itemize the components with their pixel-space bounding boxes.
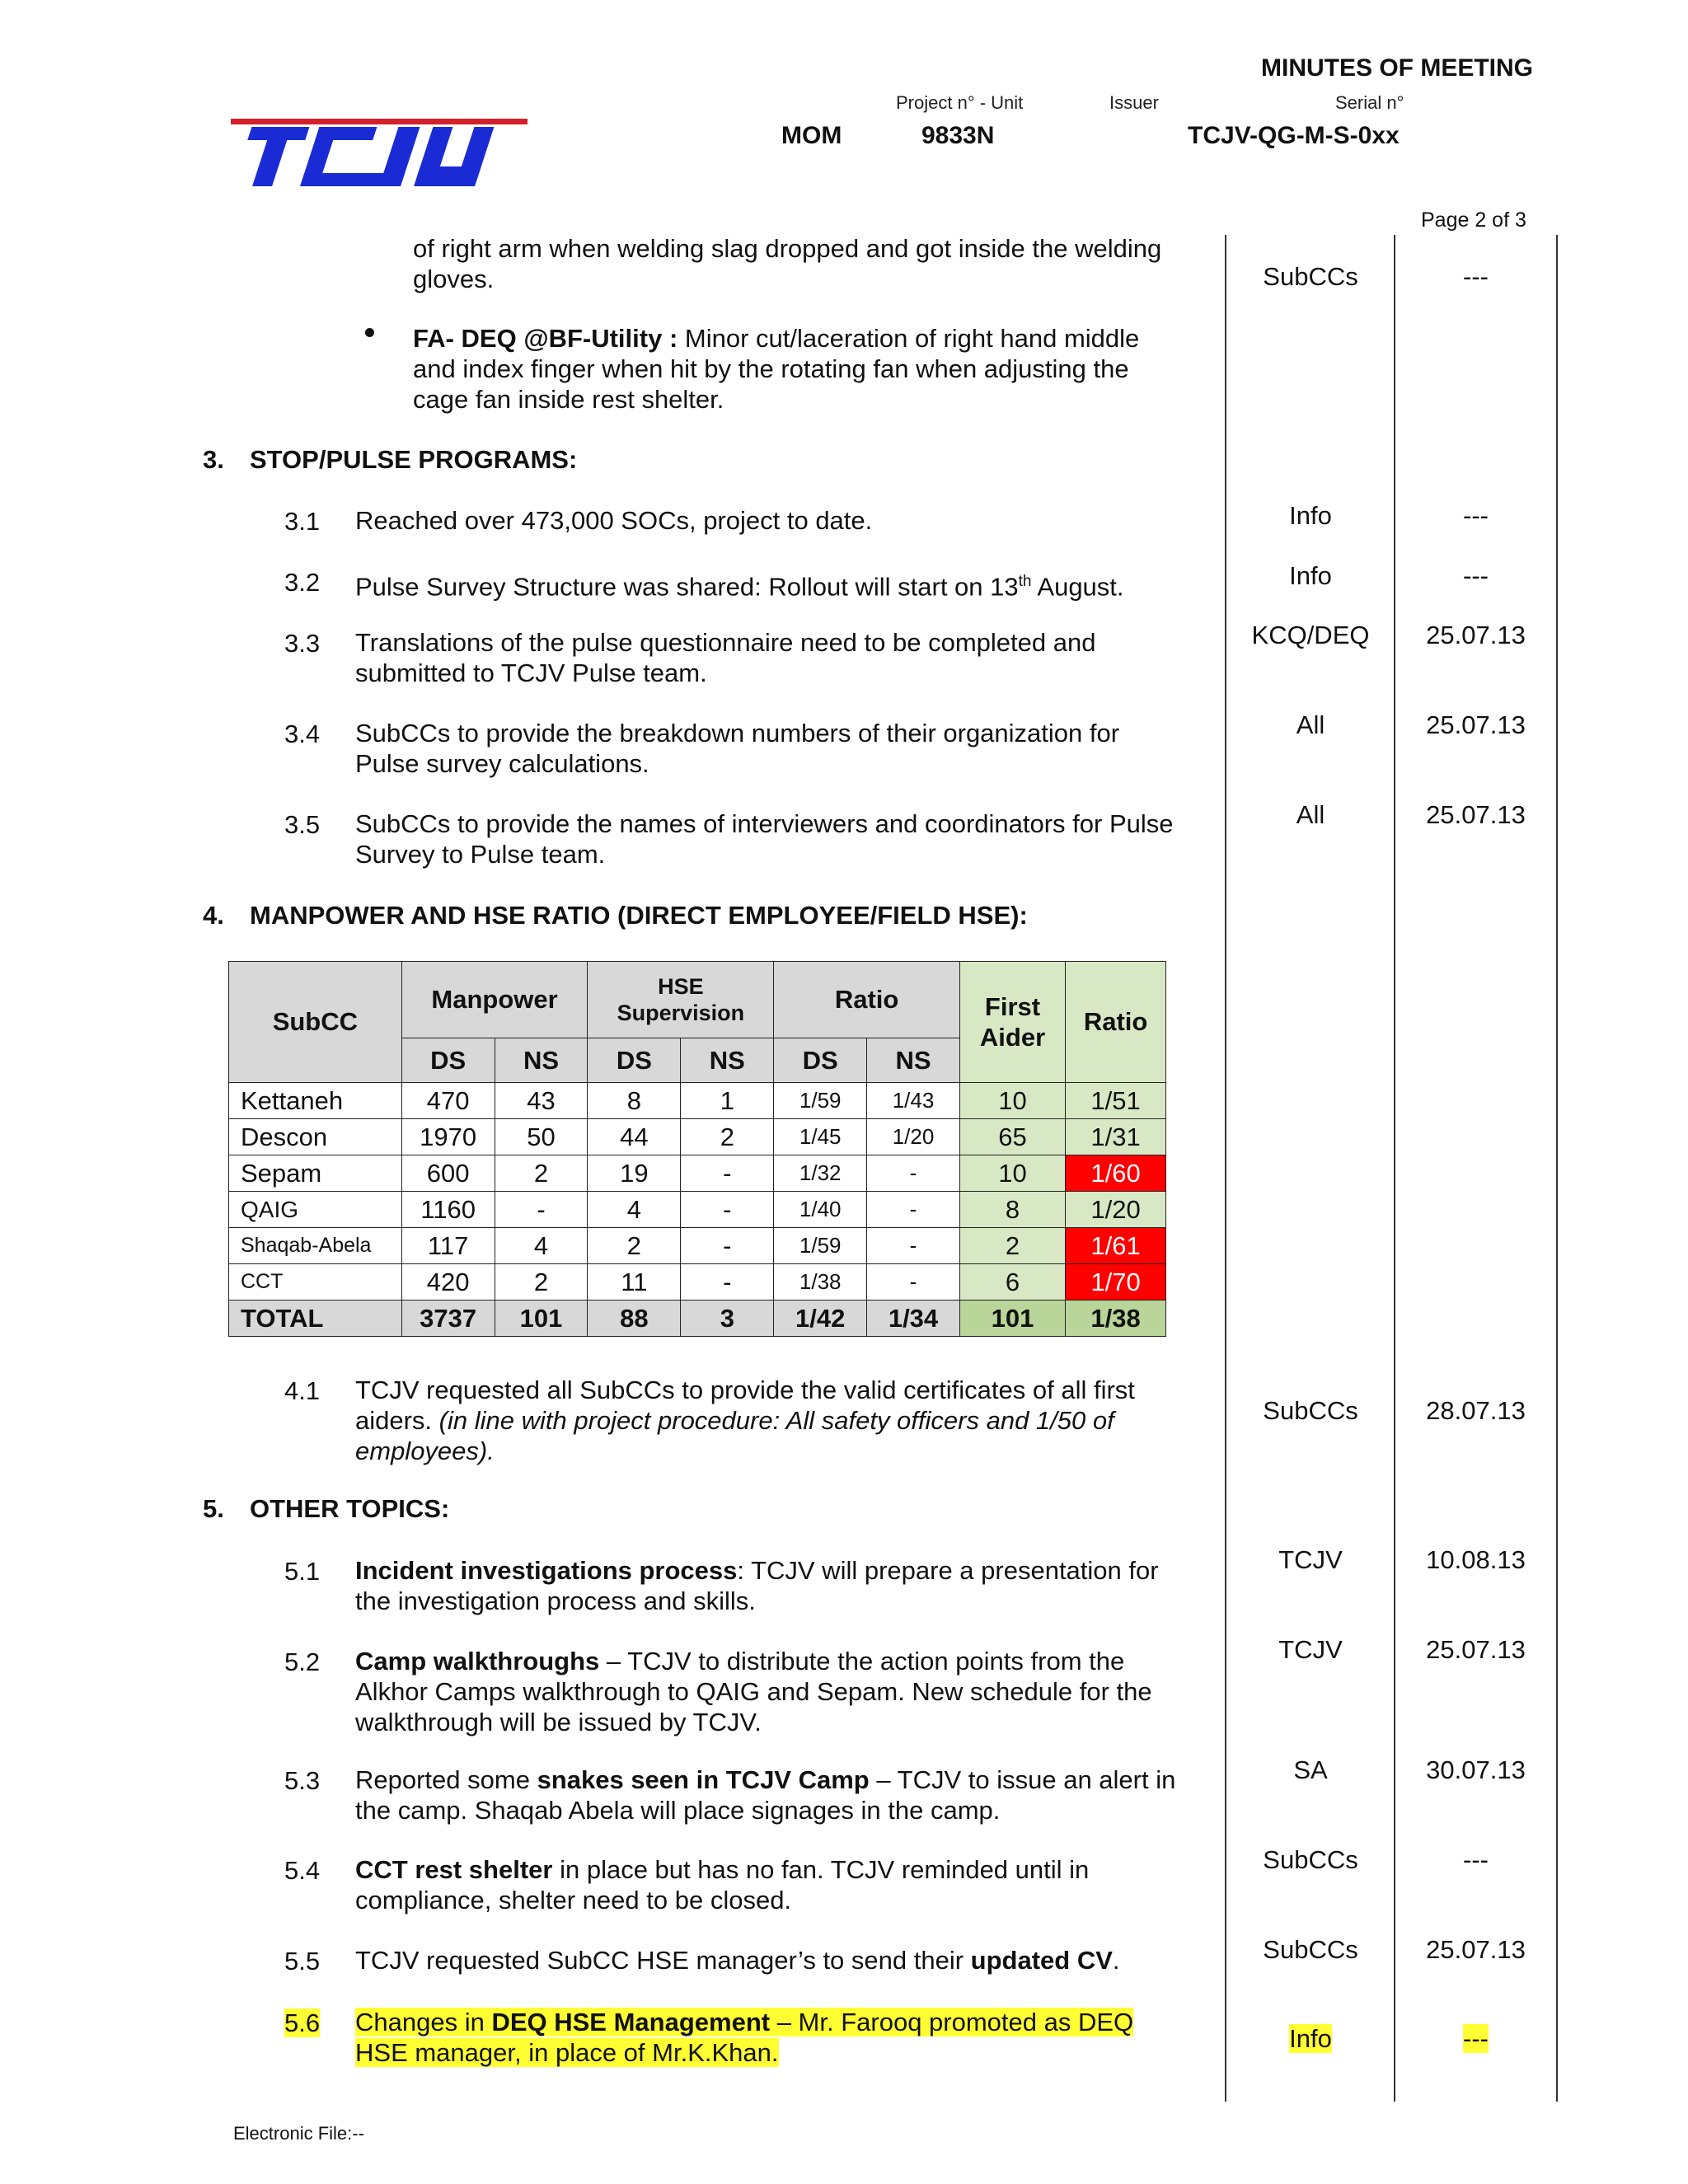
item-3-1-number: 3.1 xyxy=(284,507,321,536)
electronic-file: Electronic File:-- xyxy=(233,2123,364,2144)
item-3-3-by: KCQ/DEQ xyxy=(1251,621,1370,649)
item-5-5-date: 25.07.13 xyxy=(1426,1935,1526,1964)
item-5-3-by: SA xyxy=(1293,1755,1328,1784)
item-5-6-number xyxy=(284,2008,320,2038)
bullet-dot xyxy=(365,328,374,337)
item-3-1-text: Reached over 473,000 SOCs, project to date. xyxy=(355,506,873,535)
cell-hse-ns: 2 xyxy=(681,1119,774,1155)
th-subcc: SubCC xyxy=(229,962,402,1083)
cell-mp-ns: 101 xyxy=(495,1301,588,1337)
item-4-1-date: 28.07.13 xyxy=(1426,1396,1526,1425)
th-hse-ns: NS xyxy=(681,1038,774,1083)
cell-ratio-ds: 1/40 xyxy=(774,1192,867,1228)
cell-ratio-ds: 1/59 xyxy=(774,1228,867,1264)
table-row-qaig xyxy=(229,1192,1166,1228)
cell-first-aider: 101 xyxy=(959,1301,1065,1337)
cell-mp-ns: 4 xyxy=(495,1228,588,1264)
cell-mp-ds: 117 xyxy=(401,1228,495,1264)
item-5-6-pre: Changes in xyxy=(355,2008,492,2036)
cell-mp-ns: 43 xyxy=(495,1083,588,1119)
th-manpower: Manpower xyxy=(401,962,588,1038)
cell-subcc: Sepam xyxy=(229,1155,402,1192)
cell-hse-ns: - xyxy=(681,1155,774,1192)
item-5-4-text xyxy=(355,1854,1138,1915)
table-row-shaqab-abela xyxy=(229,1228,1166,1264)
cell-subcc: TOTAL xyxy=(229,1301,402,1337)
item-5-6-rest: – Mr. Farooq promoted as DEQ HSE manager, in place of Mr.K.Khan. xyxy=(355,2008,1134,2067)
item-5-5-bold: updated CV xyxy=(970,1946,1113,1975)
item-5-4-rest: in place but has no fan. TCJV reminded until in compliance, shelter need to be closed. xyxy=(355,1855,1090,1915)
th-ratio-ns: NS xyxy=(867,1038,960,1083)
cell-ratio-ds: 1/38 xyxy=(774,1264,867,1301)
item-5-2-number: 5.2 xyxy=(284,1647,321,1676)
cell-first-aider: 10 xyxy=(959,1155,1065,1192)
item-5-4-bold: CCT rest shelter xyxy=(355,1855,553,1884)
item-5-1-by: TCJV xyxy=(1278,1545,1343,1574)
cell-mp-ns: 2 xyxy=(495,1155,588,1192)
item-4-1-italic: (in line with project procedure: All safety officers and 1/50 of employees). xyxy=(355,1406,1114,1465)
page-number: Page 2 of 3 xyxy=(1421,209,1526,232)
cell-fa-ratio: 1/51 xyxy=(1066,1083,1166,1119)
column-divider-3 xyxy=(1556,235,1558,2102)
cell-ratio-ns: 1/20 xyxy=(867,1119,960,1155)
item-3-2-date: --- xyxy=(1463,561,1489,590)
cell-subcc: Kettaneh xyxy=(229,1083,402,1119)
cell-mp-ds: 420 xyxy=(401,1264,495,1301)
continuation-date: --- xyxy=(1463,262,1489,291)
item-3-4-by: All xyxy=(1296,710,1325,739)
table-row-kettaneh xyxy=(229,1083,1166,1119)
continuation-text: of right arm when welding slag dropped and got inside the welding gloves. xyxy=(413,234,1162,293)
item-3-3-number: 3.3 xyxy=(284,629,321,658)
doc-type: MOM xyxy=(781,122,842,149)
bullet-item xyxy=(413,323,1179,415)
cell-subcc: Descon xyxy=(229,1119,402,1155)
table-row-total xyxy=(229,1301,1166,1337)
cell-subcc: Shaqab-Abela xyxy=(229,1228,402,1264)
section4-title: MANPOWER AND HSE RATIO (DIRECT EMPLOYEE/FIELD HSE): xyxy=(250,901,1028,930)
cell-mp-ds: 600 xyxy=(401,1155,495,1192)
item-3-5-date: 25.07.13 xyxy=(1426,800,1526,829)
item-5-1-rest: : TCJV will prepare a presentation for the investigation process and skills. xyxy=(355,1556,1159,1615)
cell-mp-ds: 470 xyxy=(401,1083,495,1119)
item-5-2-bold: Camp walkthroughs xyxy=(355,1647,600,1675)
th-first-aider: First Aider xyxy=(959,962,1065,1083)
section3-title: STOP/PULSE PROGRAMS: xyxy=(250,445,578,474)
item-5-3-date: 30.07.13 xyxy=(1426,1755,1526,1784)
serial-label: Serial n° xyxy=(1335,92,1404,113)
item-4-1-text xyxy=(355,1375,1163,1466)
item-3-5-text: SubCCs to provide the names of interviewers and coordinators for Pulse Survey to Pulse team. xyxy=(355,809,1174,869)
section5-title: OTHER TOPICS: xyxy=(250,1494,450,1523)
item-3-2-sup: th xyxy=(1018,573,1032,590)
item-3-4-date: 25.07.13 xyxy=(1426,710,1526,739)
item-4-1-by: SubCCs xyxy=(1263,1396,1358,1425)
item-5-5-rest: . xyxy=(1112,1946,1120,1975)
cell-fa-ratio: 1/31 xyxy=(1066,1119,1166,1155)
section4-number: 4. xyxy=(203,901,224,930)
cell-ratio-ns: - xyxy=(867,1192,960,1228)
manpower-table xyxy=(228,961,1166,1337)
item-5-3-pre: Reported some xyxy=(355,1765,537,1794)
item-5-3-rest: – TCJV to issue an alert in the camp. Shaqab Abela will place signages in the camp. xyxy=(355,1765,1176,1825)
item-5-6-number-text: 5.6 xyxy=(284,2008,321,2037)
cell-mp-ns: - xyxy=(495,1192,588,1228)
item-5-6-date-text: --- xyxy=(1463,2024,1489,2053)
item-3-3-date: 25.07.13 xyxy=(1426,621,1526,649)
cell-first-aider: 2 xyxy=(959,1228,1065,1264)
cell-mp-ds: 3737 xyxy=(401,1301,495,1337)
cell-hse-ds: 44 xyxy=(588,1119,681,1155)
th-ratio-ds: DS xyxy=(774,1038,867,1083)
item-3-2-text-b: August. xyxy=(1031,572,1124,602)
item-4-1-main: TCJV requested all SubCCs to provide the valid certificates of all first aiders. xyxy=(355,1376,1135,1435)
cell-mp-ds: 1160 xyxy=(401,1192,495,1228)
cell-hse-ns: - xyxy=(681,1264,774,1301)
cell-hse-ns: 3 xyxy=(681,1301,774,1337)
item-5-2-by: TCJV xyxy=(1278,1635,1343,1664)
cell-fa-ratio-alert: 1/70 xyxy=(1066,1264,1166,1301)
item-5-6-bold: DEQ HSE Management xyxy=(491,2008,771,2036)
item-5-1-bold: Incident investigations process xyxy=(355,1556,738,1585)
item-5-2-text xyxy=(355,1646,1179,1737)
cell-ratio-ds: 1/32 xyxy=(774,1155,867,1192)
cell-fa-ratio: 1/20 xyxy=(1066,1192,1166,1228)
cell-mp-ds: 1970 xyxy=(401,1119,495,1155)
cell-fa-ratio-alert: 1/60 xyxy=(1066,1155,1166,1192)
bullet-text: Minor cut/laceration of right hand middle and index finger when hit by the rotating fan when adjusting the cage fan inside rest shelter. xyxy=(413,324,1140,414)
item-5-6-text xyxy=(355,2007,1171,2068)
item-3-5-number: 3.5 xyxy=(284,810,321,839)
section3-number: 3. xyxy=(203,445,224,474)
item-5-2-date: 25.07.13 xyxy=(1426,1635,1526,1664)
item-5-5-text xyxy=(355,1945,1188,1975)
item-3-4-text: SubCCs to provide the breakdown numbers of their organization for Pulse survey calculations. xyxy=(355,719,1120,778)
item-4-1-number: 4.1 xyxy=(284,1376,321,1405)
th-manpower-ds: DS xyxy=(401,1038,495,1083)
issuer-label: Issuer xyxy=(1109,92,1159,113)
item-5-1-date: 10.08.13 xyxy=(1426,1545,1526,1574)
cell-first-aider: 10 xyxy=(959,1083,1065,1119)
cell-hse-ds: 88 xyxy=(588,1301,681,1337)
item-3-4-number: 3.4 xyxy=(284,719,321,748)
cell-ratio-ds: 1/45 xyxy=(774,1119,867,1155)
cell-ratio-ns: - xyxy=(867,1155,960,1192)
doc-title: MINUTES OF MEETING xyxy=(1261,54,1533,82)
cell-hse-ds: 11 xyxy=(588,1264,681,1301)
cell-ratio-ns: 1/34 xyxy=(867,1301,960,1337)
item-5-5-pre: TCJV requested SubCC HSE manager’s to send their xyxy=(355,1946,971,1975)
item-5-5-by: SubCCs xyxy=(1263,1935,1358,1964)
table-row-descon xyxy=(229,1119,1166,1155)
cell-hse-ds: 8 xyxy=(588,1083,681,1119)
item-3-2-number: 3.2 xyxy=(284,568,321,597)
item-5-6-by-text: Info xyxy=(1289,2024,1332,2053)
item-3-2-by: Info xyxy=(1289,561,1332,590)
column-divider-1 xyxy=(1225,235,1226,2102)
item-3-3-text: Translations of the pulse questionnaire need to be completed and submitted to TCJV Pulse team. xyxy=(355,628,1096,687)
company-logo xyxy=(231,115,528,190)
item-3-2-text-a: Pulse Survey Structure was shared: Rollout will start on 13 xyxy=(355,572,1019,602)
cell-mp-ns: 50 xyxy=(495,1119,588,1155)
cell-first-aider: 65 xyxy=(959,1119,1065,1155)
cell-ratio-ds: 1/59 xyxy=(774,1083,867,1119)
item-5-6-by xyxy=(1228,2024,1393,2054)
serial-number: TCJV-QG-M-S-0xx xyxy=(1188,122,1400,149)
item-5-3-text xyxy=(355,1765,1179,1825)
cell-ratio-ns: - xyxy=(867,1228,960,1264)
item-5-1-text xyxy=(355,1555,1188,1616)
table-row-sepam xyxy=(229,1155,1166,1192)
item-3-1-date: --- xyxy=(1463,501,1489,530)
cell-subcc: QAIG xyxy=(229,1192,402,1228)
item-5-1-number: 5.1 xyxy=(284,1557,321,1586)
cell-fa-ratio-alert: 1/61 xyxy=(1066,1228,1166,1264)
cell-ratio-ds: 1/42 xyxy=(774,1301,867,1337)
item-5-5-number: 5.5 xyxy=(284,1947,321,1975)
cell-ratio-ns: 1/43 xyxy=(867,1083,960,1119)
cell-hse-ds: 19 xyxy=(588,1155,681,1192)
cell-hse-ds: 4 xyxy=(588,1192,681,1228)
th-hse-ds: DS xyxy=(588,1038,681,1083)
cell-hse-ns: - xyxy=(681,1192,774,1228)
th-ratio: Ratio xyxy=(774,962,960,1038)
item-5-4-number: 5.4 xyxy=(284,1856,321,1885)
cell-subcc: CCT xyxy=(229,1264,402,1301)
item-3-5-by: All xyxy=(1296,800,1325,829)
cell-hse-ns: 1 xyxy=(681,1083,774,1119)
continuation-by: SubCCs xyxy=(1263,262,1358,291)
cell-first-aider: 6 xyxy=(959,1264,1065,1301)
th-ratio-first-aider: Ratio xyxy=(1066,962,1166,1083)
item-3-1-by: Info xyxy=(1289,501,1332,530)
cell-ratio-ns: - xyxy=(867,1264,960,1301)
cell-hse-ds: 2 xyxy=(588,1228,681,1264)
th-manpower-ns: NS xyxy=(495,1038,588,1083)
item-5-6-date xyxy=(1395,2024,1556,2054)
cell-fa-ratio: 1/38 xyxy=(1066,1301,1166,1337)
bullet-bold: FA- DEQ @BF-Utility : xyxy=(413,324,678,353)
cell-hse-ns: - xyxy=(681,1228,774,1264)
cell-first-aider: 8 xyxy=(959,1192,1065,1228)
item-3-2-text xyxy=(355,566,1188,602)
section5-number: 5. xyxy=(203,1494,224,1523)
item-5-3-number: 5.3 xyxy=(284,1766,321,1795)
table-row-cct xyxy=(229,1264,1166,1301)
item-5-4-date: --- xyxy=(1463,1845,1489,1874)
project-unit: 9833N xyxy=(921,122,995,149)
item-5-2-rest: – TCJV to distribute the action points from the Alkhor Camps walkthrough to QAIG and Sepam. New schedule for the walkthrough will be issued by TCJV. xyxy=(355,1647,1152,1736)
th-hse-supervision: HSE Supervision xyxy=(588,962,774,1038)
cell-mp-ns: 2 xyxy=(495,1264,588,1301)
item-5-3-bold: snakes seen in TCJV Camp xyxy=(537,1765,870,1794)
project-label: Project n° - Unit xyxy=(896,92,1024,113)
item-5-4-by: SubCCs xyxy=(1263,1845,1358,1874)
